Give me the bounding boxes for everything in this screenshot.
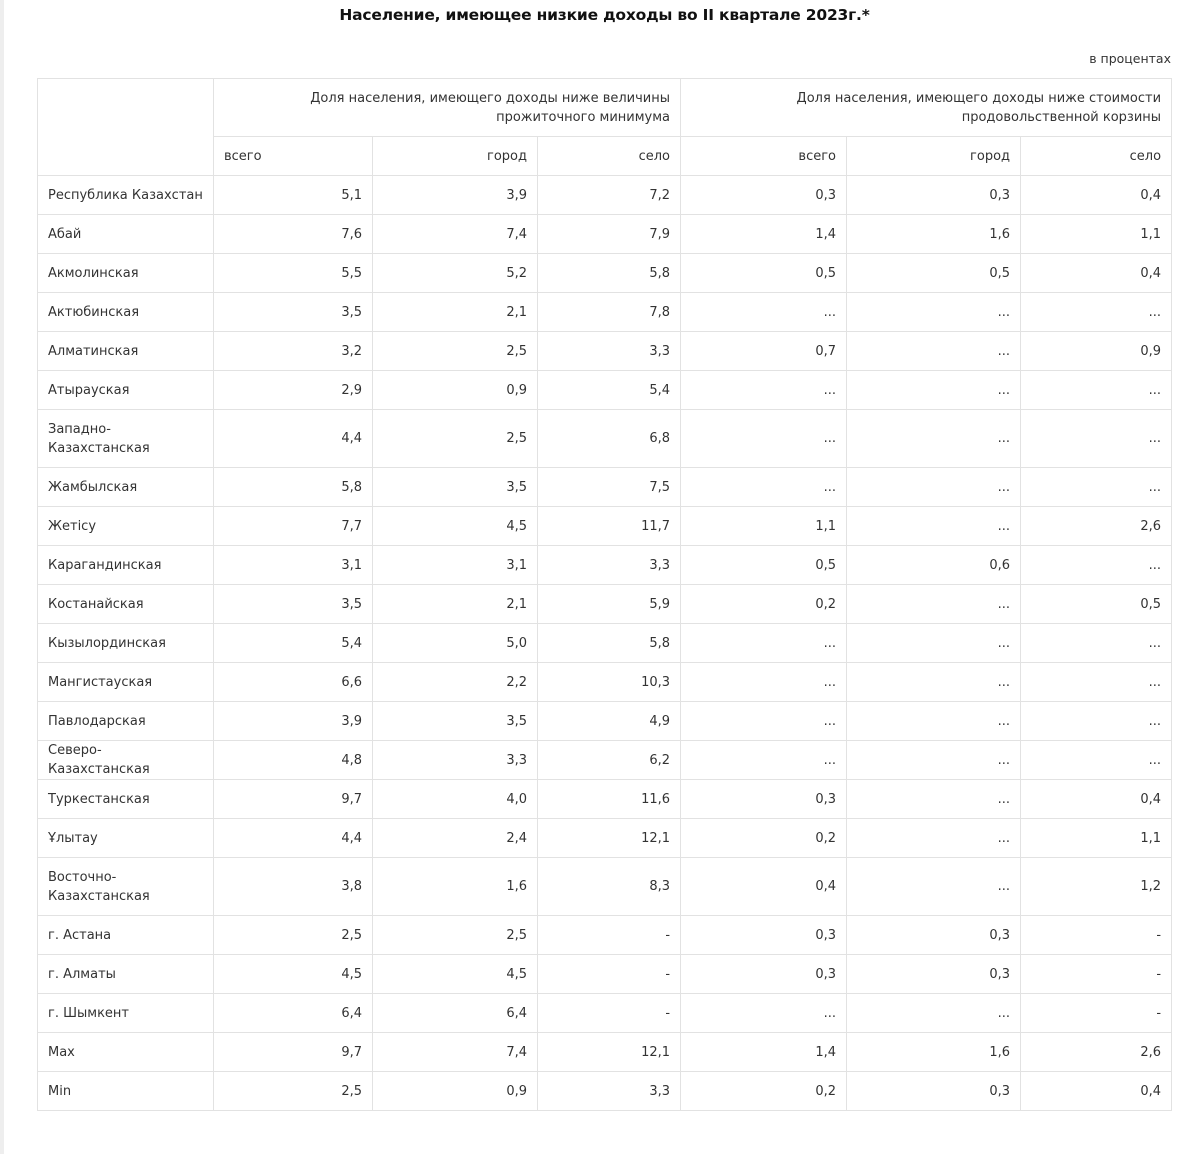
value-cell: 0,5 — [681, 546, 847, 585]
table-row — [38, 819, 1172, 858]
value-cell: 5,9 — [538, 585, 681, 624]
region-name-cell: Жамбылская — [38, 468, 214, 507]
value-cell: 2,5 — [214, 1072, 373, 1111]
table-row — [38, 780, 1172, 819]
value-cell: ... — [847, 702, 1021, 741]
value-cell: 0,3 — [681, 176, 847, 215]
value-cell: ... — [1021, 410, 1172, 468]
value-cell: ... — [681, 468, 847, 507]
region-name-cell: Актюбинская — [38, 293, 214, 332]
value-cell: - — [538, 916, 681, 955]
header-sub-village: село — [1021, 137, 1172, 176]
value-cell: ... — [681, 410, 847, 468]
value-cell: ... — [847, 624, 1021, 663]
region-name-cell: Акмолинская — [38, 254, 214, 293]
header-sub-city: город — [373, 137, 538, 176]
value-cell: 7,7 — [214, 507, 373, 546]
value-cell: 2,1 — [373, 585, 538, 624]
value-cell: 3,3 — [373, 741, 538, 780]
left-edge-stripe — [0, 0, 4, 1154]
value-cell: ... — [847, 585, 1021, 624]
value-cell: ... — [1021, 468, 1172, 507]
value-cell: 0,4 — [681, 858, 847, 916]
value-cell: ... — [847, 468, 1021, 507]
header-row-groups — [38, 79, 1172, 137]
value-cell: 7,2 — [538, 176, 681, 215]
value-cell: 1,1 — [1021, 215, 1172, 254]
value-cell: 0,3 — [681, 955, 847, 994]
table-row — [38, 624, 1172, 663]
value-cell: 2,5 — [373, 410, 538, 468]
value-cell: 1,4 — [681, 1033, 847, 1072]
value-cell: 0,9 — [1021, 332, 1172, 371]
value-cell: 7,6 — [214, 215, 373, 254]
value-cell: 4,9 — [538, 702, 681, 741]
value-cell: ... — [847, 293, 1021, 332]
table-row — [38, 293, 1172, 332]
header-sub-total: всего — [214, 137, 373, 176]
value-cell: ... — [847, 819, 1021, 858]
value-cell: 0,6 — [847, 546, 1021, 585]
value-cell: 0,3 — [681, 780, 847, 819]
value-cell: 4,8 — [214, 741, 373, 780]
value-cell: 9,7 — [214, 1033, 373, 1072]
region-name-cell: Min — [38, 1072, 214, 1111]
region-name-cell: Абай — [38, 215, 214, 254]
value-cell: 2,6 — [1021, 1033, 1172, 1072]
table-row — [38, 546, 1172, 585]
value-cell: 4,5 — [373, 955, 538, 994]
value-cell: 11,6 — [538, 780, 681, 819]
value-cell: 0,5 — [847, 254, 1021, 293]
value-cell: 0,4 — [1021, 780, 1172, 819]
value-cell: ... — [847, 994, 1021, 1033]
value-cell: 2,1 — [373, 293, 538, 332]
value-cell: ... — [847, 663, 1021, 702]
value-cell: 5,5 — [214, 254, 373, 293]
region-name-cell: Северо-Казахстанская — [38, 741, 214, 780]
value-cell: 1,1 — [681, 507, 847, 546]
header-sub-total: всего — [681, 137, 847, 176]
value-cell: 0,9 — [373, 371, 538, 410]
value-cell: 0,4 — [1021, 254, 1172, 293]
value-cell: 12,1 — [538, 1033, 681, 1072]
value-cell: 7,8 — [538, 293, 681, 332]
value-cell: 3,5 — [373, 468, 538, 507]
value-cell: 1,1 — [1021, 819, 1172, 858]
region-name-cell: Алматинская — [38, 332, 214, 371]
value-cell: - — [538, 955, 681, 994]
table-row — [38, 1033, 1172, 1072]
value-cell: ... — [847, 507, 1021, 546]
value-cell: 4,0 — [373, 780, 538, 819]
table-row — [38, 916, 1172, 955]
value-cell: 7,5 — [538, 468, 681, 507]
value-cell: 1,4 — [681, 215, 847, 254]
value-cell: 3,3 — [538, 332, 681, 371]
value-cell: ... — [847, 858, 1021, 916]
value-cell: 5,4 — [214, 624, 373, 663]
header-corner-cell — [38, 79, 214, 176]
value-cell: 5,8 — [538, 254, 681, 293]
value-cell: 0,3 — [681, 916, 847, 955]
value-cell: ... — [1021, 371, 1172, 410]
table-row — [38, 663, 1172, 702]
region-name-cell: Павлодарская — [38, 702, 214, 741]
value-cell: ... — [847, 332, 1021, 371]
region-name-cell: Костанайская — [38, 585, 214, 624]
value-cell: - — [1021, 955, 1172, 994]
value-cell: 5,1 — [214, 176, 373, 215]
table-row — [38, 254, 1172, 293]
value-cell: ... — [681, 663, 847, 702]
value-cell: 7,4 — [373, 1033, 538, 1072]
value-cell: 0,5 — [681, 254, 847, 293]
header-sub-village: село — [538, 137, 681, 176]
region-name-cell: Ұлытау — [38, 819, 214, 858]
value-cell: 0,3 — [847, 916, 1021, 955]
value-cell: 2,9 — [214, 371, 373, 410]
table-row — [38, 585, 1172, 624]
table-row — [38, 410, 1172, 468]
income-table — [37, 78, 1172, 1111]
value-cell: 3,5 — [373, 702, 538, 741]
value-cell: - — [1021, 916, 1172, 955]
value-cell: 0,7 — [681, 332, 847, 371]
value-cell: ... — [681, 371, 847, 410]
value-cell: 12,1 — [538, 819, 681, 858]
value-cell: 6,8 — [538, 410, 681, 468]
value-cell: 2,4 — [373, 819, 538, 858]
value-cell: 0,2 — [681, 1072, 847, 1111]
table-row — [38, 332, 1172, 371]
value-cell: 3,5 — [214, 585, 373, 624]
value-cell: 7,4 — [373, 215, 538, 254]
value-cell: 3,1 — [214, 546, 373, 585]
value-cell: 1,6 — [373, 858, 538, 916]
region-name-cell: Жетісу — [38, 507, 214, 546]
value-cell: 0,4 — [1021, 176, 1172, 215]
value-cell: 0,3 — [847, 1072, 1021, 1111]
value-cell: 3,3 — [538, 1072, 681, 1111]
table-row — [38, 994, 1172, 1033]
table-row — [38, 507, 1172, 546]
value-cell: 5,4 — [538, 371, 681, 410]
value-cell: 0,4 — [1021, 1072, 1172, 1111]
value-cell: 4,5 — [214, 955, 373, 994]
page-title: Население, имеющее низкие доходы во II квартале 2023г.* — [339, 6, 870, 24]
value-cell: ... — [1021, 293, 1172, 332]
value-cell: 0,2 — [681, 585, 847, 624]
value-cell: 3,1 — [373, 546, 538, 585]
value-cell: 2,5 — [214, 916, 373, 955]
value-cell: 9,7 — [214, 780, 373, 819]
header-group-subsistence-minimum: Доля населения, имеющего доходы ниже величины прожиточного минимума — [214, 79, 681, 137]
value-cell: 4,4 — [214, 819, 373, 858]
region-name-cell: Западно- Казахстанская — [38, 410, 214, 468]
unit-note: в процентах — [1089, 51, 1171, 66]
header-group-food-basket: Доля населения, имеющего доходы ниже стоимости продовольственной корзины — [681, 79, 1172, 137]
value-cell: 10,3 — [538, 663, 681, 702]
value-cell: ... — [681, 702, 847, 741]
value-cell: 4,5 — [373, 507, 538, 546]
value-cell: 8,3 — [538, 858, 681, 916]
region-name-cell: г. Астана — [38, 916, 214, 955]
value-cell: 1,6 — [847, 215, 1021, 254]
table-row — [38, 468, 1172, 507]
table-row — [38, 955, 1172, 994]
value-cell: 2,5 — [373, 916, 538, 955]
value-cell: ... — [681, 741, 847, 780]
value-cell: 3,2 — [214, 332, 373, 371]
table-row — [38, 741, 1172, 780]
value-cell: ... — [847, 780, 1021, 819]
region-name-cell: Атырауская — [38, 371, 214, 410]
value-cell: 6,6 — [214, 663, 373, 702]
value-cell: ... — [847, 371, 1021, 410]
value-cell: 6,4 — [373, 994, 538, 1033]
value-cell: ... — [681, 293, 847, 332]
value-cell: 6,2 — [538, 741, 681, 780]
region-name-cell: Max — [38, 1033, 214, 1072]
value-cell: ... — [1021, 663, 1172, 702]
value-cell: ... — [681, 994, 847, 1033]
region-name-cell: Восточно- Казахстанская — [38, 858, 214, 916]
value-cell: 0,3 — [847, 176, 1021, 215]
value-cell: ... — [681, 624, 847, 663]
value-cell: 3,5 — [214, 293, 373, 332]
table-row — [38, 858, 1172, 916]
table-row — [38, 702, 1172, 741]
region-name-cell: г. Алматы — [38, 955, 214, 994]
value-cell: 0,9 — [373, 1072, 538, 1111]
value-cell: 0,3 — [847, 955, 1021, 994]
region-name-cell: Кызылординская — [38, 624, 214, 663]
value-cell: 3,8 — [214, 858, 373, 916]
value-cell: ... — [1021, 546, 1172, 585]
table-row — [38, 176, 1172, 215]
value-cell: 5,8 — [214, 468, 373, 507]
region-name-cell: Туркестанская — [38, 780, 214, 819]
value-cell: 11,7 — [538, 507, 681, 546]
value-cell: 2,2 — [373, 663, 538, 702]
value-cell: 6,4 — [214, 994, 373, 1033]
value-cell: 2,6 — [1021, 507, 1172, 546]
value-cell: 4,4 — [214, 410, 373, 468]
region-name-cell: Мангистауская — [38, 663, 214, 702]
value-cell: 3,9 — [373, 176, 538, 215]
value-cell: 3,3 — [538, 546, 681, 585]
value-cell: 0,5 — [1021, 585, 1172, 624]
value-cell: - — [538, 994, 681, 1033]
value-cell: 5,8 — [538, 624, 681, 663]
table-body — [38, 176, 1172, 1111]
value-cell: 3,9 — [214, 702, 373, 741]
table-row — [38, 215, 1172, 254]
value-cell: ... — [1021, 624, 1172, 663]
header-sub-city: город — [847, 137, 1021, 176]
value-cell: ... — [1021, 702, 1172, 741]
value-cell: 7,9 — [538, 215, 681, 254]
table-row — [38, 1072, 1172, 1111]
region-name-cell: г. Шымкент — [38, 994, 214, 1033]
value-cell: 5,2 — [373, 254, 538, 293]
value-cell: - — [1021, 994, 1172, 1033]
value-cell: 1,6 — [847, 1033, 1021, 1072]
value-cell: ... — [1021, 741, 1172, 780]
table-row — [38, 371, 1172, 410]
value-cell: ... — [847, 741, 1021, 780]
value-cell: 0,2 — [681, 819, 847, 858]
value-cell: 2,5 — [373, 332, 538, 371]
region-name-cell: Республика Казахстан — [38, 176, 214, 215]
region-name-cell: Карагандинская — [38, 546, 214, 585]
value-cell: 1,2 — [1021, 858, 1172, 916]
value-cell: 5,0 — [373, 624, 538, 663]
value-cell: ... — [847, 410, 1021, 468]
